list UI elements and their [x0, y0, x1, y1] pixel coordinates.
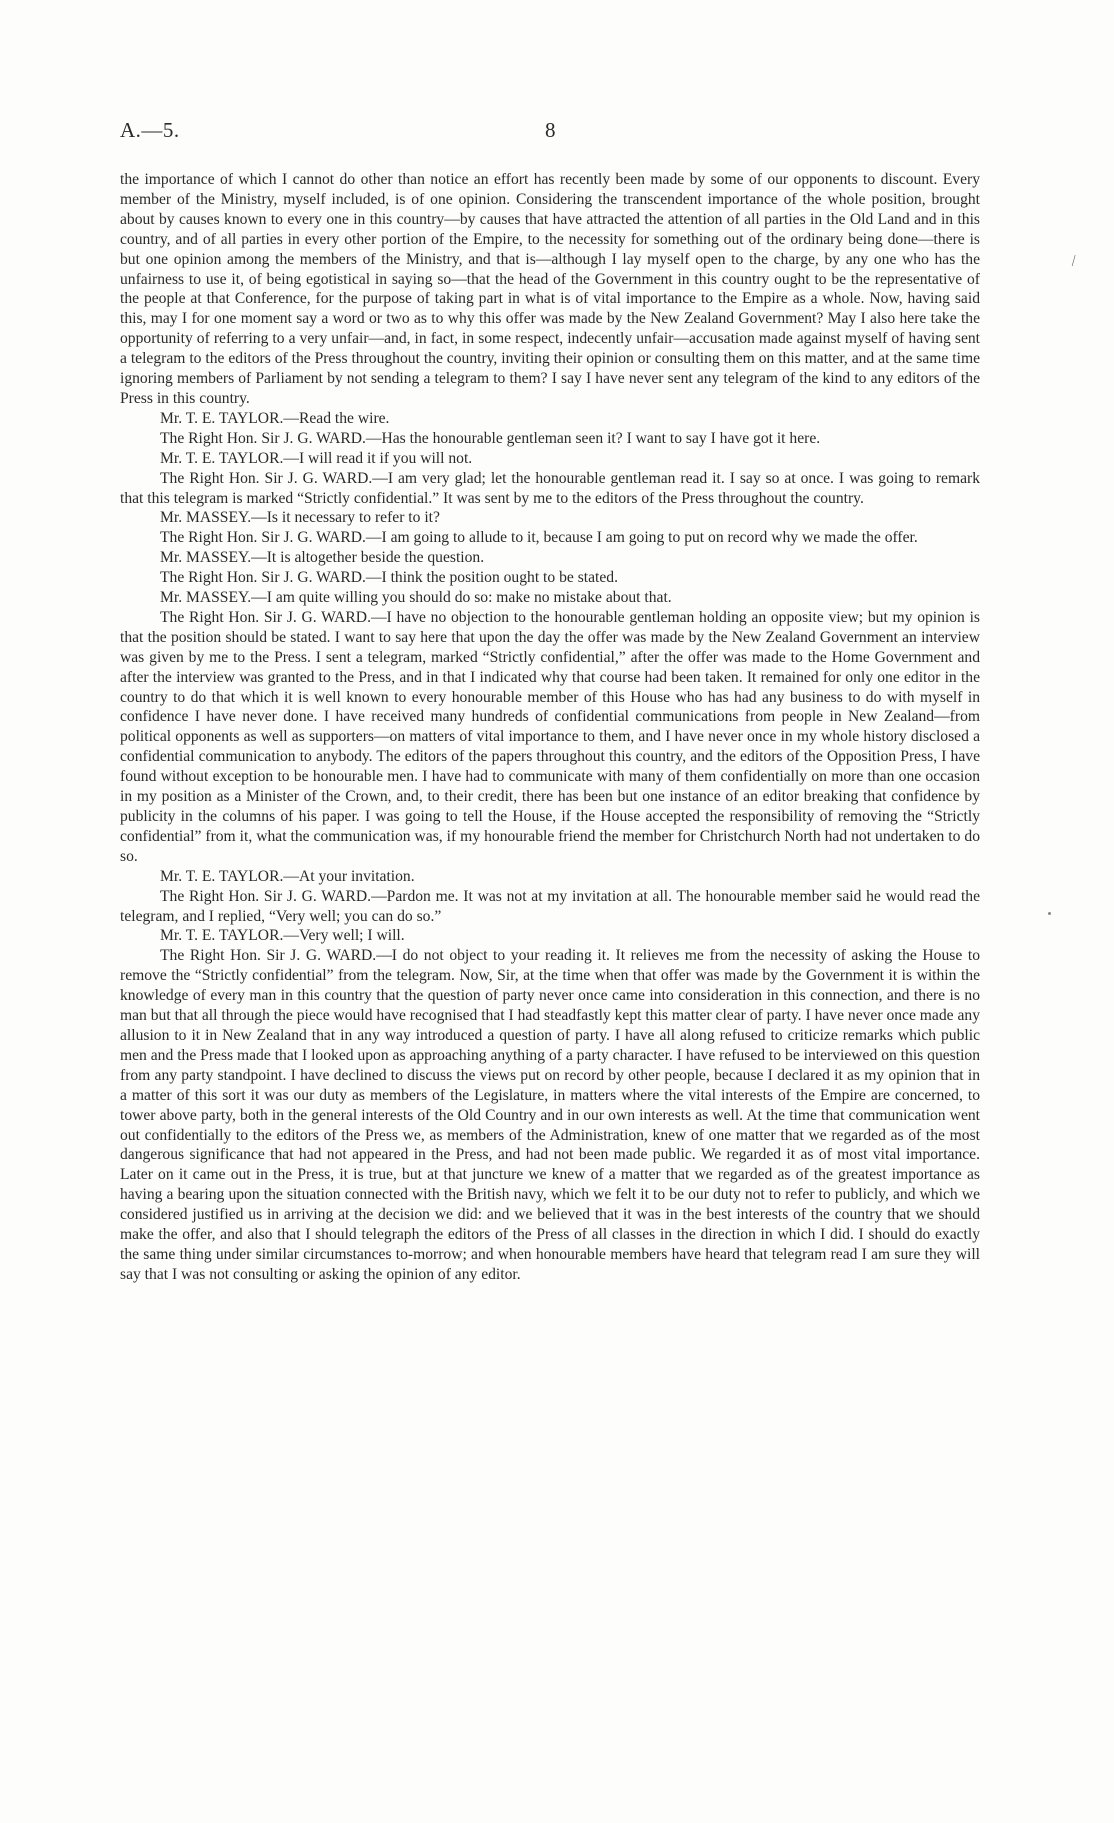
paragraph: Mr. MASSEY.—Is it necessary to refer to it?: [160, 509, 440, 527]
paragraph: The Right Hon. Sir J. G. WARD.—I have no objection to the honourable gentleman holding an opposite view; but my opinion is that the position should be stated. I want to say here that upon the day the offer was made by the New Zealand Government an interview was given by me to the Press. I sent a telegram, marked “Strictly confidential,” after the offer was made to the Home Government and after the interview was granted to the Press, and in that I indicated why that course had been taken. It remained for only one editor in the country to do that which it is well known to every honourable member of this House who has had any business to do with myself in confidence I have never done. I have received many hundreds of confidential communications from people in New Zealand—from political opponents as well as supporters—on matters of vital importance to them, and I have never once in my whole history disclosed a confidential communication to anybody. The editors of the papers throughout this country, and the editors of the Opposition Press, I have found without exception to be honourable men. I have had to communicate with many of them confidentially on more than one occasion in my position as a Minister of the Crown, and, to their credit, there has been but one instance of an editor breaking that confidence by publicity in the columns of his paper. I was going to tell the House, if the House accepted the responsibility of removing the “Strictly confidential” from it, what the communication was, if my honourable friend the member for Christchurch North had not undertaken to do so.: [120, 608, 980, 865]
document-reference: A.—5.: [120, 118, 180, 142]
paragraph: the importance of which I cannot do other than notice an effort has recently been made by some of our opponents to discount. Every member of the Ministry, myself included, is of one opinion. Considering the transcendent importance of the whole position, brought about by causes known to every one in this country—by causes that have attracted the attention of all parties in the Old Land and in this country, and of all parties in every other portion of the Empire, to the necessity for something out of the ordinary being done—there is but one opinion among the members of the Ministry, and that is—although I lay myself open to the charge, by any one who has the unfairness to use it, of being egotistical in saying so—that the head of the Government in this country ought to be the representative of the people at that Conference, for the purpose of taking part in what is of vital importance to the Empire as a whole. Now, having said this, may I for one moment say a word or two as to why this offer was made by the New Zealand Government? May I also here take the opportunity of referring to a very unfair—and, in fact, in some respect, indecently unfair—accusation made against myself of having sent a telegram to the editors of the Press throughout the country, inviting their opinion or consulting them on this matter, and at the same time ignoring members of Parliament by not sending a telegram to them? I say I have never sent any telegram of the kind to any editors of the Press in this country.: [120, 171, 980, 407]
stray-dot-icon: [1048, 912, 1051, 915]
paragraph: The Right Hon. Sir J. G. WARD.—I am going to allude to it, because I am going to put on record why we made the offer.: [160, 529, 918, 547]
paragraph: Mr. MASSEY.—I am quite willing you should do so: make no mistake about that.: [160, 589, 672, 607]
margin-mark-icon: ⁄: [1070, 254, 1078, 269]
paragraph: The Right Hon. Sir J. G. WARD.—Pardon me. It was not at my invitation at all. The honourable member said he would read the telegram, and I replied, “Very well; you can do so.”: [120, 887, 980, 925]
body-text: [120, 170, 980, 1285]
page-number: 8: [545, 118, 556, 142]
paragraph: Mr. T. E. TAYLOR.—At your invitation.: [160, 867, 415, 885]
paragraph: Mr. T. E. TAYLOR.—I will read it if you will not.: [160, 449, 473, 467]
paragraph: Mr. T. E. TAYLOR.—Read the wire.: [160, 409, 390, 427]
paragraph: The Right Hon. Sir J. G. WARD.—I think the position ought to be stated.: [160, 569, 618, 587]
paragraph: Mr. T. E. TAYLOR.—Very well; I will.: [160, 927, 405, 945]
paragraph: Mr. MASSEY.—It is altogether beside the question.: [160, 549, 485, 567]
paragraph: The Right Hon. Sir J. G. WARD.—Has the honourable gentleman seen it? I want to say I have got it here.: [160, 429, 821, 447]
paragraph: The Right Hon. Sir J. G. WARD.—I do not object to your reading it. It relieves me from the necessity of asking the House to remove the “Strictly confidential” from the telegram. Now, Sir, at the time when that offer was made by the Government it is within the knowledge of every man in this country that the question of party never once came into consideration in this connection, and there is no man but that all through the piece would have recognised that I had steadfastly kept this matter clear of party. I have never once made any allusion to it in New Zealand that in any way introduced a question of party. I have all along refused to criticize remarks which public men and the Press made that I looked upon as approaching anything of a party character. I have refused to be interviewed on this question from any party standpoint. I have declined to discuss the views put on record by other people, because I declared it as my opinion that in a matter of this sort it was our duty as members of the Legislature, in matters where the vital interests of the Empire are concerned, to tower above party, both in the general interests of the Old Country and in our own interests as well. At the time that communication went out confidentially to the editors of the Press we, as members of the Administration, knew of one matter that we regarded as of the most dangerous significance that had not appeared in the Press, and had not been made public. We regarded it as of most vital importance. Later on it came out in the Press, it is true, but at that juncture we knew of a matter that we regarded as of the greatest importance as having a bearing upon the situation connected with the British navy, which we felt it to be our duty not to refer to publicly, and which we considered justified us in arriving at the decision we did: and we believed that it was in the best interests of the country that we should make the offer, and also that I should telegraph the editors of the Press of all classes in the direction in which I did. I should do exactly the same thing under similar circumstances to-morrow; and when honourable members have heard that telegram read I am sure they will say that I was not consulting or asking the opinion of any editor.: [120, 947, 980, 1283]
paragraph: The Right Hon. Sir J. G. WARD.—I am very glad; let the honourable gentleman read it. I say so at once. I was going to remark that this telegram is marked “Strictly confidential.” It was sent by me to the editors of the Press throughout the country.: [120, 469, 980, 507]
